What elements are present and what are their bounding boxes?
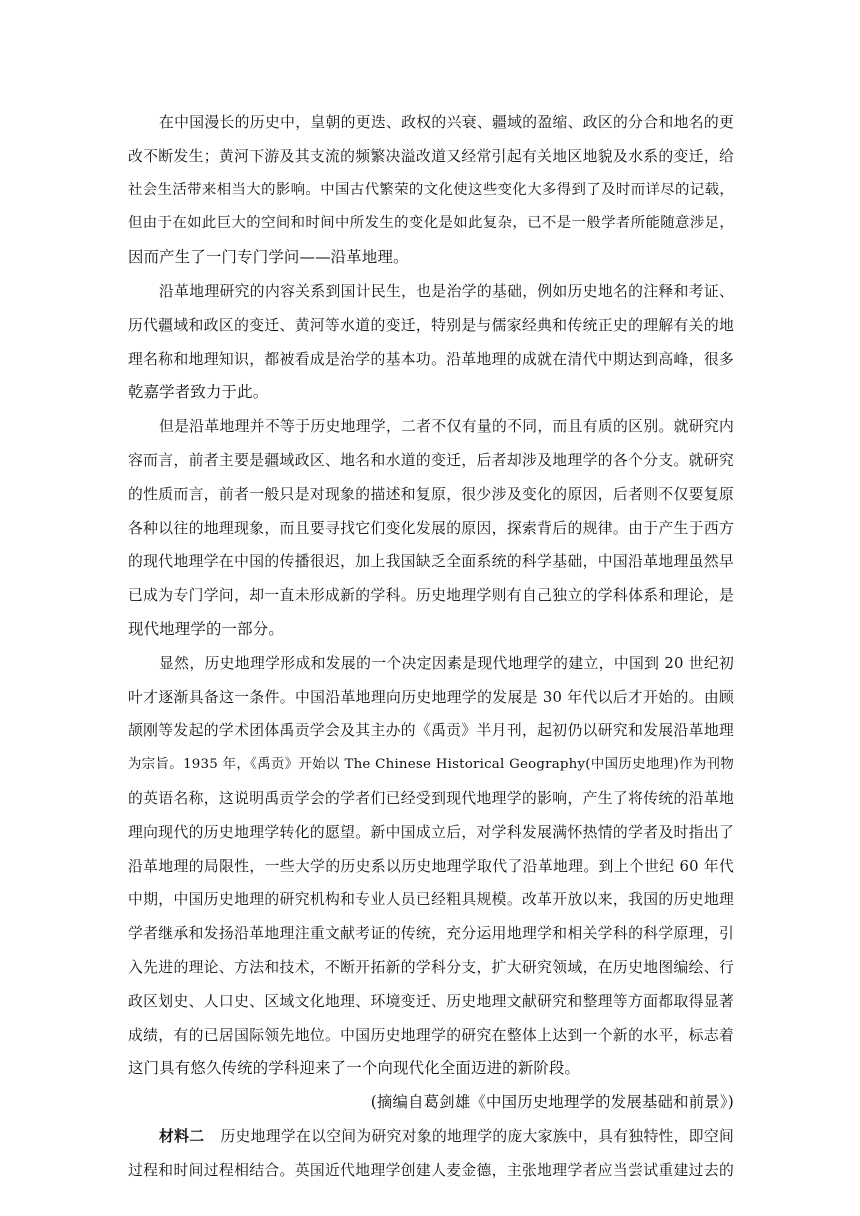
- text-line: 过程和时间过程相结合。英国近代地理学创建人麦金德，主张地理学者应当尝试重建过去的: [128, 1161, 734, 1179]
- material-two-text: 历史地理学在以空间为研究对象的地理学的庞大家族中，具有独特性，即空间: [220, 1127, 734, 1145]
- text-line: 这门具有悠久传统的学科迎来了一个向现代化全面迈进的新阶段。: [128, 1059, 581, 1078]
- text-line: 入先进的理论、方法和技术，不断开拓新的学科分支，扩大研究领域，在历史地图编绘、行: [128, 958, 734, 976]
- text-line: 历代疆域和政区的变迁、黄河等水道的变迁，特别是与儒家经典和传统正史的理解有关的地: [128, 316, 734, 334]
- text-line: 理名称和地理知识，都被看成是治学的基本功。沿革地理的成就在清代中期达到高峰，很多: [128, 350, 734, 368]
- material-two-label: 材料二: [159, 1127, 205, 1145]
- text-line: 的性质而言，前者一般只是对现象的描述和复原，很少涉及变化的原因，后者则不仅要复原: [128, 485, 734, 503]
- text-line: 成绩，有的已居国际领先地位。中国历史地理学的研究在整体上达到一个新的水平，标志着: [128, 1026, 734, 1044]
- text-line: 现代地理学的一部分。: [128, 619, 284, 638]
- source-citation: (摘编自葛剑雄《中国历史地理学的发展基础和前景》): [370, 1093, 734, 1112]
- text-line: 颉刚等发起的学术团体禹贡学会及其主办的《禹贡》半月刊，起初仍以研究和发展沿革地理: [128, 722, 734, 740]
- material-two-first-line: [128, 1120, 734, 1154]
- paragraph-2: [128, 275, 734, 410]
- text-line: 社会生活带来相当大的影响。中国古代繁荣的文化使这些变化大多得到了及时而详尽的记载，: [128, 181, 734, 198]
- text-line: 的现代地理学在中国的传播很迟，加上我国缺乏全面系统的科学基础，中国沿革地理虽然早: [128, 553, 734, 571]
- text-line: 沿革地理的局限性，一些大学的历史系以历史地理学取代了沿革地理。到上个世纪 60 年代: [128, 857, 734, 875]
- text-line: 叶才逐渐具备这一条件。中国沿革地理向历史地理学的发展是 30 年代以后才开始的。由顾: [128, 688, 734, 706]
- text-line: 为宗旨。1935 年，《禹贡》开始以 The Chinese Historical Geography(中国历史地理)作为刊物: [128, 757, 734, 773]
- text-line: 因而产生了一门专门学问——沿革地理。: [128, 248, 409, 267]
- text-line: 改不断发生；黄河下游及其支流的频繁决溢改道又经常引起有关地区地貌及水系的变迁，给: [128, 147, 734, 165]
- text-line: 理向现代的历史地理学转化的愿望。新中国成立后，对学科发展满怀热情的学者及时指出了: [128, 823, 734, 841]
- text-line: 中期，中国历史地理的研究机构和专业人员已经粗具规模。改革开放以来，我国的历史地理: [128, 891, 734, 909]
- text-line: 学者继承和发扬沿革地理注重文献考证的传统，充分运用地理学和相关学科的科学原理，引: [128, 925, 734, 943]
- text-line: 的英语名称，这说明禹贡学会的学者们已经受到现代地理学的影响，产生了将传统的沿革地: [128, 789, 734, 807]
- paragraph-4: [128, 647, 734, 1086]
- text-line: 政区划史、人口史、区域文化地理、环境变迁、历史地理文献研究和整理等方面都取得显著: [128, 992, 734, 1010]
- text-line: 乾嘉学者致力于此。: [128, 383, 269, 402]
- text-line: 已成为专门学问，却一直未形成新的学科。历史地理学则有自己独立的学科体系和理论，是: [128, 587, 734, 605]
- text-line: 但是沿革地理并不等于历史地理学，二者不仅有量的不同，而且有质的区别。就研究内: [159, 418, 734, 436]
- text-line: 沿革地理研究的内容关系到国计民生，也是治学的基础，例如历史地名的注释和考证、: [159, 282, 734, 300]
- article-body: [128, 106, 734, 1188]
- text-line: 在中国漫长的历史中，皇朝的更迭、政权的兴衰、疆域的盈缩、政区的分合和地名的更: [159, 114, 734, 131]
- material-two: [128, 1120, 734, 1188]
- text-line: 容而言，前者主要是疆域政区、地名和水道的变迁，后者却涉及地理学的各个分支。就研究: [128, 451, 734, 469]
- paragraph-3: [128, 410, 734, 647]
- paragraph-1: [128, 106, 734, 275]
- text-line: 显然，历史地理学形成和发展的一个决定因素是现代地理学的建立，中国到 20 世纪初: [159, 654, 734, 672]
- text-line: 但由于在如此巨大的空间和时间中所发生的变化是如此复杂，已不是一般学者所能随意涉足，: [128, 215, 734, 232]
- text-line: 各种以往的地理现象，而且要寻找它们变化发展的原因，探索背后的规律。由于产生于西方: [128, 519, 734, 537]
